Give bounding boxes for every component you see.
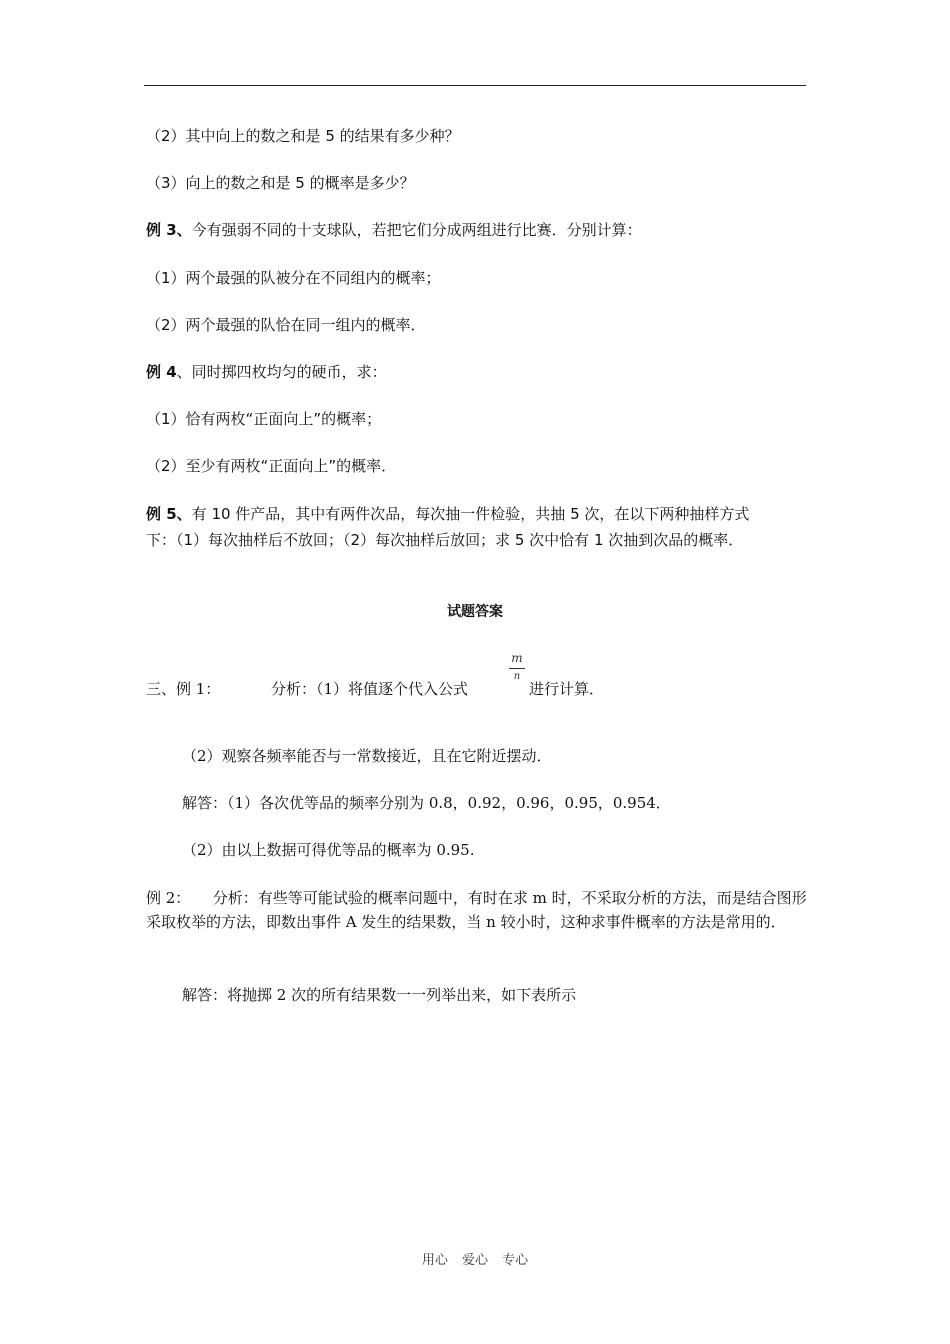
example-3	[146, 220, 642, 240]
answer-1-analysis-post: 进行计算．	[529, 680, 605, 698]
fraction-m-over-n	[509, 651, 525, 683]
answer-1-solution-1: 解答：（1）各次优等品的频率分别为 0.8，0.92，0.96，0.95，0.954．	[182, 794, 671, 812]
example-5-line-2: 下：（1）每次抽样后不放回；（2）每次抽样后放回；求 5 次中恰有 1 次抽到次品的概率．	[146, 531, 744, 549]
fraction-denominator: n	[513, 671, 521, 682]
example-4-label: 例 4	[146, 363, 177, 381]
example-3-part-1: （1）两个最强的队被分在不同组内的概率；	[146, 269, 441, 287]
example-4-text: 、同时掷四枚均匀的硬币，求：	[176, 363, 387, 381]
question-2-part-3: （3）向上的数之和是 5 的概率是多少？	[146, 174, 415, 192]
example-4-part-1: （1）恰有两枚“正面向上”的概率；	[146, 410, 382, 428]
fraction-bar	[509, 668, 525, 669]
example-3-label: 例 3、	[146, 221, 192, 239]
answer-1-analysis-pre: 分析：（1）将值逐个代入公式	[271, 680, 469, 698]
answer-1-part-2: （2）观察各频率能否与一常数接近，且在它附近摆动．	[182, 747, 552, 765]
answer-1-prefix: 三、例 1：	[146, 680, 221, 698]
example-3-text: 今有强弱不同的十支球队，若把它们分成两组进行比赛．分别计算：	[191, 221, 642, 239]
example-3-part-2: （2）两个最强的队恰在同一组内的概率．	[146, 316, 426, 334]
example-4	[146, 362, 387, 382]
example-5-line-1	[146, 504, 749, 524]
fraction-numerator: m	[511, 651, 523, 665]
question-2-part-2: （2）其中向上的数之和是 5 的结果有多少种？	[146, 127, 460, 145]
answer-1-solution-2: （2）由以上数据可得优等品的概率为 0.95.	[182, 841, 475, 859]
answer-2-solution: 解答：将抛掷 2 次的所有结果数一一列举出来，如下表所示	[182, 986, 577, 1004]
example-4-part-2: （2）至少有两枚“正面向上”的概率．	[146, 457, 397, 475]
page-footer: 用心 爱心 专心	[421, 1253, 529, 1268]
example-5-text: 有 10 件产品，其中有两件次品，每次抽一件检验，共抽 5 次，在以下两种抽样方式	[191, 505, 750, 523]
example-5-label: 例 5、	[146, 505, 192, 523]
answer-2-analysis: 例 2： 分析：有些等可能试验的概率问题中，有时在求 m 时，不采取分析的方法，而是结合图形采取枚举的方法，即数出事件 A 发生的结果数，当 n 较小时，这种求事件概率的方法是常用的．	[146, 889, 807, 931]
header-rule	[144, 85, 806, 86]
answers-title: 试题答案	[447, 604, 503, 620]
